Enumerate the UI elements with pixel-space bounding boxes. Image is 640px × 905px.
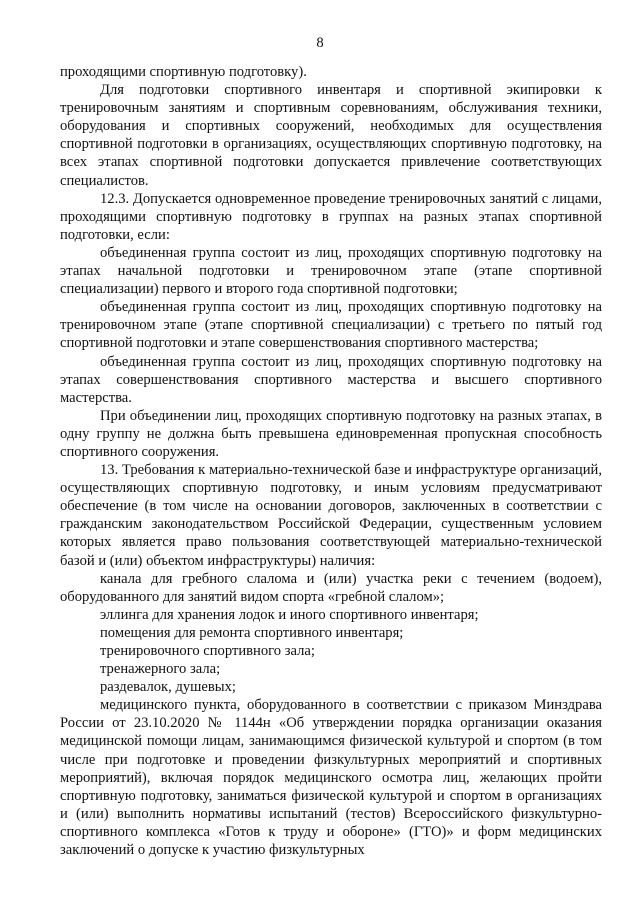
requirement-item-gym: тренажерного зала; xyxy=(100,661,221,678)
paragraph-capacity: При объединении лиц, проходящих спортивную подготовку на разных этапах, в одну группу не должна быть превышена единовременная пропускная способность спортивного сооружения. xyxy=(60,407,602,460)
paragraph-continuation: проходящими спортивную подготовку). xyxy=(60,64,307,80)
requirement-item-boathouse: эллинга для хранения лодок и иного спортивного инвентаря; xyxy=(100,606,479,623)
requirement-item-training-hall: тренировочного спортивного зала; xyxy=(100,643,315,659)
page-number: 8 xyxy=(316,35,324,51)
document-body xyxy=(60,63,602,859)
requirement-item-medical-point: медицинского пункта, оборудованного в соответствии с приказом Минздрава России от 23.10.2020 № 1144н «Об утверждении порядка организации оказания медицинской помощи лицам, занимающимся физической культурой и спортом (в том числе при подготовке и проведении физкультурных мероприятий и спортивных мероприятий), включая порядок медицинского осмотра лиц, желающих пройти спортивную подготовку, заниматься физической культурой и спортом в организациях и (или) выполнить нормативы испытаний (тестов) Всероссийского физкультурно-спортивного комплекса «Готов к труду и обороне» (ГТО)» и форм медицинских заключений о допуске к участию физкультурных xyxy=(60,697,602,859)
paragraph-13: 13. Требования к материально-технической базе и инфраструктуре организаций, осуществляющих спортивную подготовку, и иным условиям предусматривают обеспечение (в том числе на основании договоров, заключенных в соответствии с гражданским законодательством Российской Федерации, существенным условием которых является право пользования соответствующей материально-технической базой и (или) объектом инфраструктуры) наличия: xyxy=(60,462,602,569)
condition-item-3: объединенная группа состоит из лиц, проходящих спортивную подготовку на этапах совершенствования спортивного мастерства и высшего спортивного мастерства. xyxy=(60,353,602,406)
condition-item-1: объединенная группа состоит из лиц, проходящих спортивную подготовку на этапах начальной подготовки и тренировочном этапе (этапе спортивной специализации) первого и второго года спортивной подготовки; xyxy=(60,244,602,298)
condition-item-2: объединенная группа состоит из лиц, проходящих спортивную подготовку на тренировочном этапе (этапе спортивной специализации) с третьего по пятый год спортивной подготовки и этапе совершенствования спортивного мастерства; xyxy=(60,299,602,352)
paragraph-12-3: 12.3. Допускается одновременное проведение тренировочных занятий с лицами, проходящими спортивную подготовку в группах на разных этапах спортивной подготовки, если: xyxy=(60,190,602,243)
requirement-item-channel: канала для гребного слалома и (или) участка реки с течением (водоем), оборудованного для занятий видом спорта «гребной слалом»; xyxy=(60,570,602,605)
requirement-item-locker-rooms: раздевалок, душевых; xyxy=(100,679,236,696)
paragraph-equipment-specialists: Для подготовки спортивного инвентаря и спортивной экипировки к тренировочным занятиям и спортивным соревнованиям, обслуживания техники, оборудования и спортивных сооружений, необходимых для осуществления спортивной подготовки в организациях, осуществляющих спортивную подготовку, на всех этапах спортивной подготовки допускается привлечение соответствующих специалистов. xyxy=(60,82,602,189)
requirement-item-repair-room: помещения для ремонта спортивного инвентаря; xyxy=(100,624,404,641)
